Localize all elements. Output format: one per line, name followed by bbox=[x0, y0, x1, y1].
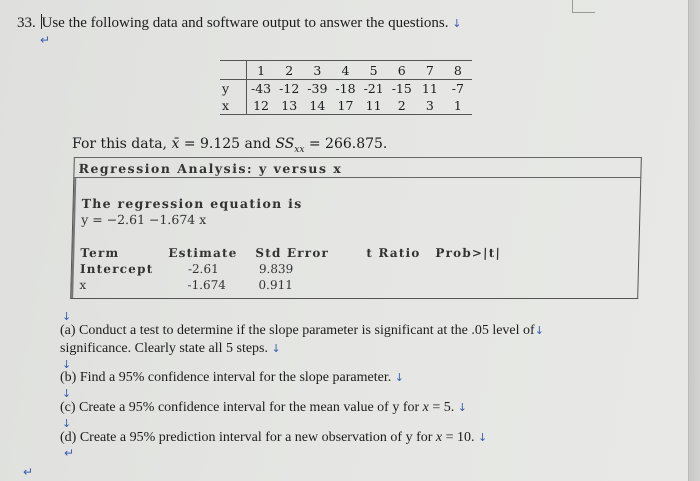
question-c[interactable]: (c) Create a 95% confidence interval for the mean value of y for x = 5. ↓ bbox=[60, 400, 468, 415]
line-break-mark-icon: ↓ bbox=[62, 417, 72, 430]
question-number: 33. bbox=[17, 15, 36, 31]
line-break-mark-icon: ↓ bbox=[452, 17, 462, 30]
regression-title: Regression Analysis: y versus x bbox=[74, 158, 641, 178]
line-break-mark-icon: ↓ bbox=[478, 431, 488, 444]
coefficient-table bbox=[79, 246, 502, 294]
page-edge bbox=[688, 0, 700, 481]
summary-statistics: For this data, x̄ = 9.125 and $SS_{xx} = 266.875$. bbox=[72, 136, 388, 155]
page-margin-corner-marker bbox=[572, 0, 595, 13]
paragraph-mark-icon: ↵ bbox=[23, 465, 34, 479]
data-table bbox=[220, 60, 472, 115]
regression-output-box bbox=[70, 157, 642, 299]
question-intro bbox=[17, 14, 461, 32]
question-b[interactable]: (b) Find a 95% confidence interval for the slope parameter. ↓ bbox=[60, 370, 404, 385]
regression-equation-label: The regression equation is bbox=[81, 196, 303, 211]
regression-body bbox=[71, 178, 640, 298]
xbar-symbol: x̄ bbox=[171, 136, 180, 152]
paragraph-mark-icon: ↵ bbox=[40, 33, 51, 47]
paragraph-mark-icon: ↵ bbox=[64, 446, 75, 460]
line-break-mark-icon: ↓ bbox=[394, 371, 404, 384]
intro-text[interactable]: Use the following data and software output to answer the questions. bbox=[41, 15, 449, 31]
data-table-row-y: y -43 -12 -39 -18 -21 -15 11 -7 bbox=[222, 81, 464, 96]
line-break-mark-icon: ↓ bbox=[457, 401, 468, 414]
regression-equation: y = −2.61 −1.674 x bbox=[81, 212, 207, 227]
question-d[interactable]: (d) Create a 95% prediction interval for a new observation of y for x = 10. ↓ bbox=[60, 430, 488, 445]
data-table-header-row: 1 2 3 4 5 6 7 8 bbox=[220, 61, 472, 80]
line-break-mark-icon: ↓ bbox=[62, 387, 72, 400]
line-break-mark-icon: ↓ bbox=[62, 310, 72, 323]
ssxx-symbol: SS bbox=[275, 136, 295, 152]
question-a-line2[interactable]: significance. Clearly state all 5 steps. ↓ bbox=[60, 341, 281, 356]
data-table-row-x: x 12 13 14 17 11 2 3 1 bbox=[220, 97, 472, 115]
line-break-mark-icon: ↓ bbox=[271, 342, 281, 355]
line-break-mark-icon: ↓ bbox=[534, 324, 544, 337]
question-a-line1[interactable]: (a) Conduct a test to determine if the slope parameter is significant at the .05 level of↓ bbox=[60, 323, 544, 338]
line-break-mark-icon: ↓ bbox=[62, 358, 72, 371]
